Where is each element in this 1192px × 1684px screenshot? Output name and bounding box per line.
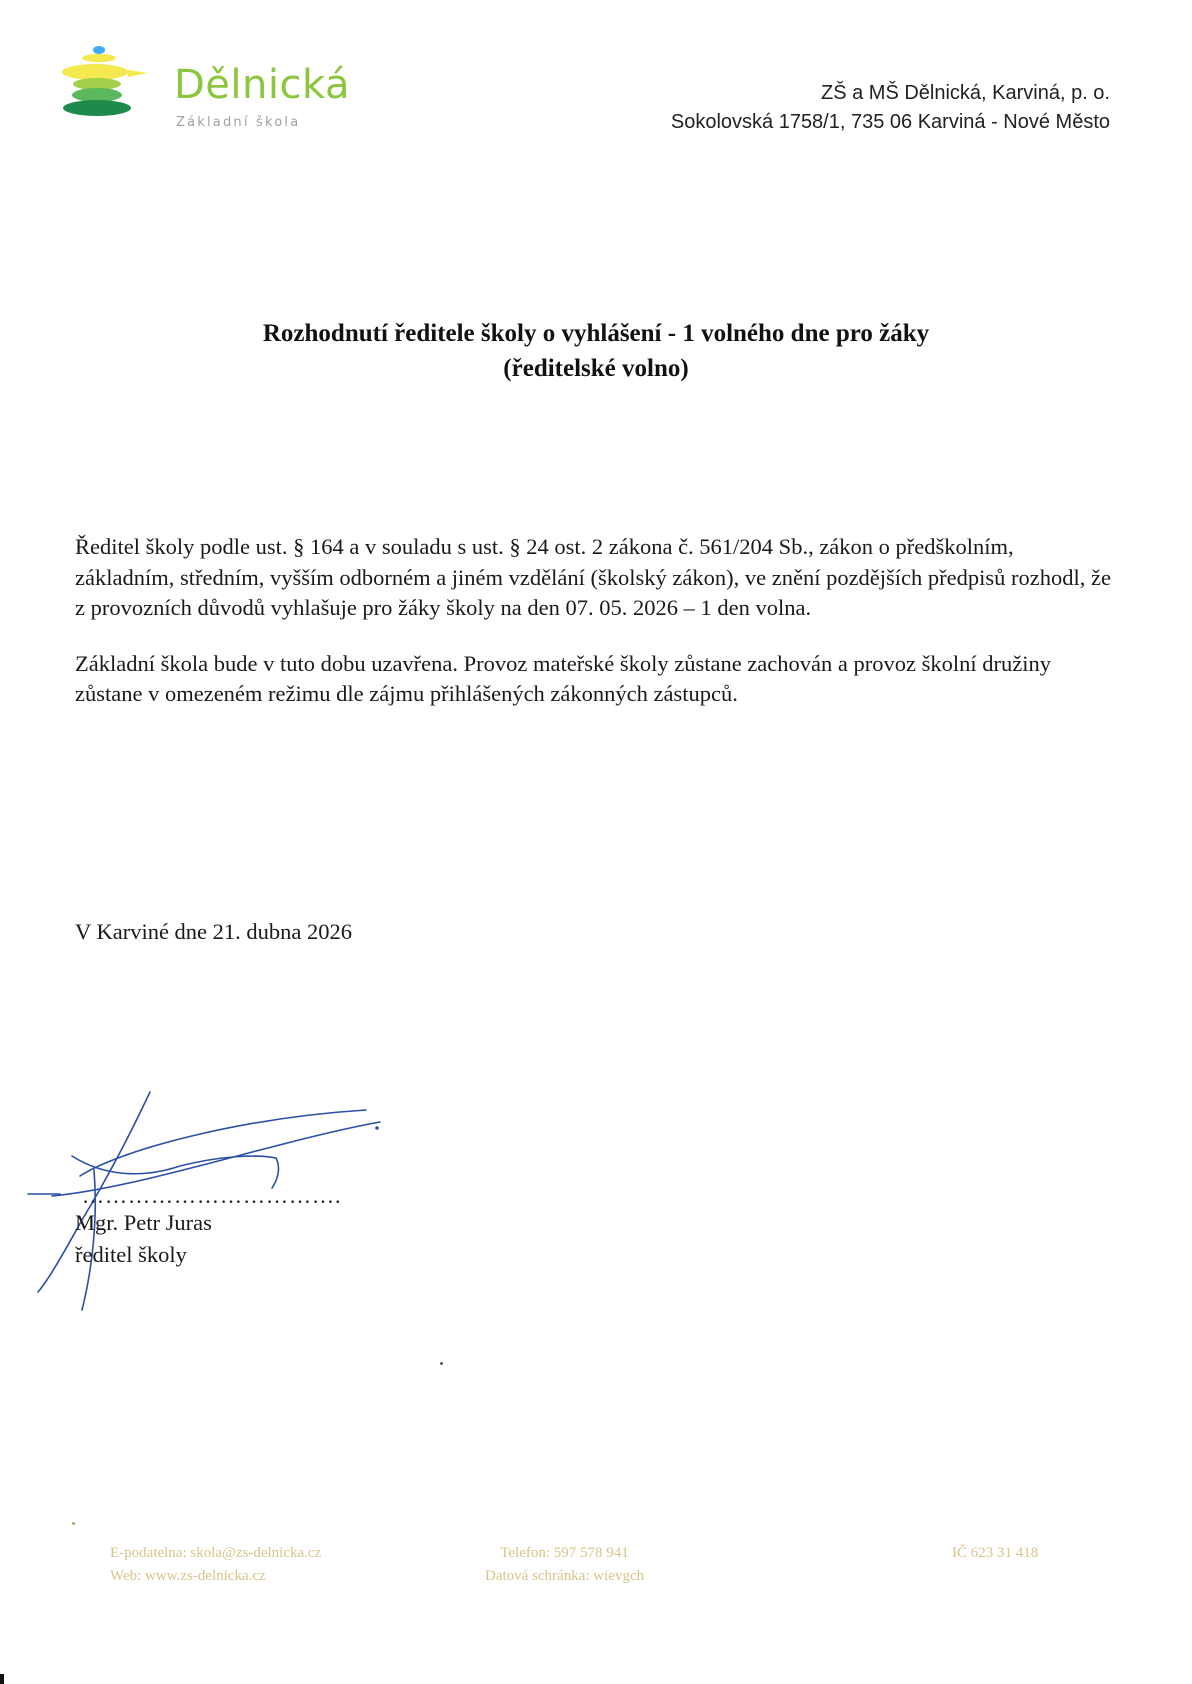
title-line-2: (ředitelské volno) (503, 355, 689, 382)
footer-email: E-podatelna: skola@zs-delnicka.cz (110, 1545, 322, 1561)
document-title (0, 316, 1192, 386)
footer-phone: Telefon: 597 578 941 (500, 1545, 629, 1561)
scan-speck (0, 1674, 4, 1684)
signatory-role: ředitel školy (75, 1242, 187, 1267)
paragraph-operations: Základní škola bude v tuto dobu uzavřena. Provoz mateřské školy zůstane zachován a provoz školní družiny zůstane v omezeném režimu dle zájmu přihlášených zákonných zástupců. (75, 650, 1051, 706)
footer-id (952, 1542, 1038, 1565)
signature-block (20, 1070, 420, 1320)
header-address (671, 79, 1110, 137)
logo-subtitle: Základní škola (176, 115, 301, 130)
signature-line: ……………………………. (82, 1183, 342, 1208)
school-line: ZŠ a MŠ Dělnická, Karviná, p. o. (820, 82, 1110, 104)
title-line-1: Rozhodnutí ředitele školy o vyhlášení - 1 volného dne pro žáky (262, 320, 930, 347)
date-line: V Karviné dne 21. dubna 2026 (75, 919, 353, 944)
footer-ic: IČ 623 31 418 (952, 1545, 1039, 1561)
footer-phone-block (485, 1542, 644, 1588)
logo-name: Dělnická (174, 62, 350, 108)
paragraph-decision: Ředitel školy podle ust. § 164 a v souladu s ust. § 24 ost. 2 zákona č. 561/204 Sb., zákon o předškolním, základním, středním, vyšším odborném a jiném vzdělání (školský zákon), ve znění pozdějších předpisů rozhodl, že z provozních důvodů vyhlašuje pro žáky školy na den 07. 05. 2026 – 1 den volna. (75, 534, 1111, 620)
footer-web: Web: www.zs-delnicka.cz (110, 1568, 266, 1584)
footer-contact (110, 1542, 321, 1588)
signatory-name: Mgr. Petr Juras (75, 1210, 212, 1235)
signatory (75, 1207, 212, 1271)
scan-speck (440, 1362, 443, 1365)
school-logo (62, 44, 382, 144)
footer-databox: Datová schránka: wievgch (485, 1568, 645, 1584)
document-body (75, 532, 1115, 735)
scan-speck (72, 1522, 75, 1525)
stacked-stones-icon (62, 44, 174, 144)
address-line: Sokolovská 1758/1, 735 06 Karviná - Nové Město (670, 111, 1110, 133)
